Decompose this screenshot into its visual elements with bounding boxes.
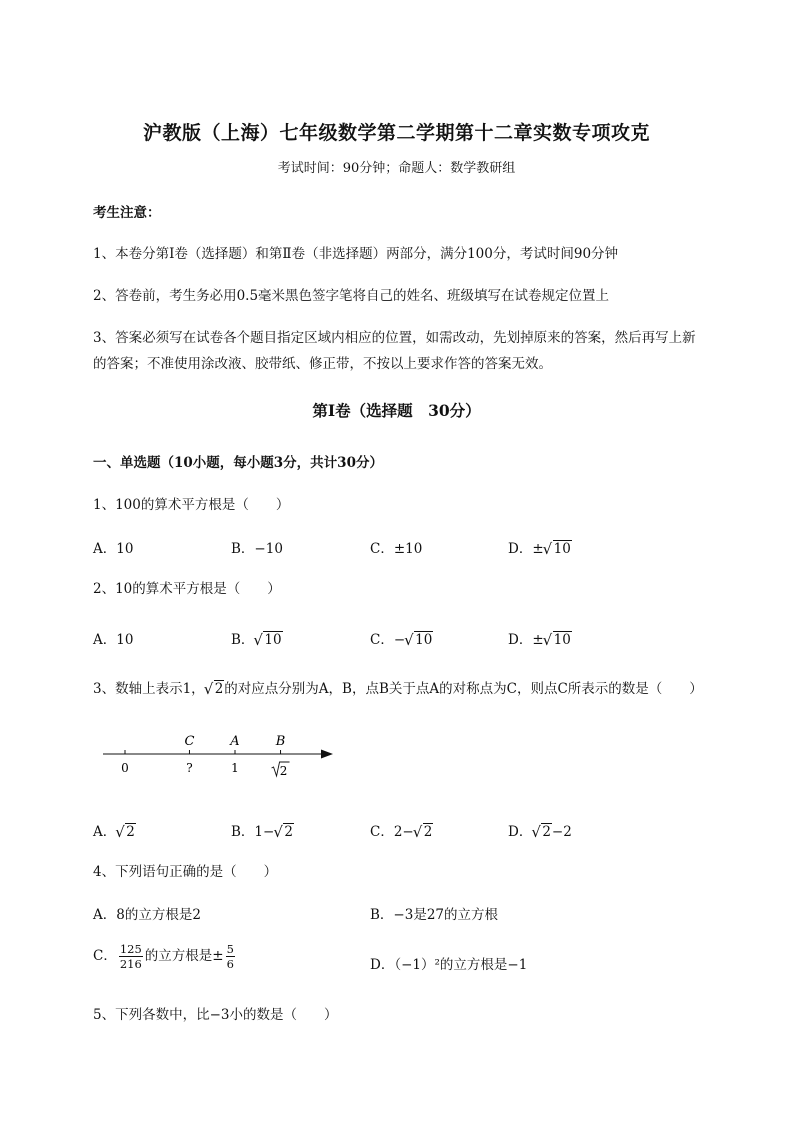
sqrt-symbol — [116, 824, 136, 840]
option-prefix: C．− — [370, 632, 406, 648]
radicand: 2 — [423, 824, 433, 840]
notice-item: 3、答案必须写在试卷各个题目指定区域内相应的位置，如需改动，先划掉原来的答案，然后再写上新 — [93, 330, 696, 346]
option-prefix: D． — [508, 824, 533, 840]
point-letter: C — [184, 734, 195, 749]
number-line — [95, 728, 345, 784]
part-heading: 一、单选题（10小题，每小题3分，共计30分） — [93, 455, 383, 471]
radicand: 10 — [553, 632, 571, 648]
denominator: 216 — [119, 957, 142, 971]
point-label: 1 — [231, 761, 239, 775]
number-line-arrow — [321, 750, 333, 759]
option-a: A．10 — [93, 632, 134, 648]
notice-heading: 考生注意： — [93, 205, 161, 221]
option-prefix: C． — [93, 948, 117, 964]
question-1-stem: 1、100的算术平方根是（ ） — [93, 497, 290, 513]
numerator: 125 — [119, 942, 142, 956]
fraction — [119, 942, 143, 971]
stem-part: 的对应点分别为A，B，点B关于点A的对称点为C，则点C所表示的数是（ ） — [224, 681, 703, 697]
option-prefix: D．± — [508, 632, 544, 648]
option-d: D．（−1）²的立方根是−1 — [370, 957, 528, 973]
point-label: ? — [186, 761, 193, 775]
option-c — [93, 942, 237, 971]
point-letter: A — [230, 734, 240, 749]
option-prefix: B．1− — [231, 824, 275, 840]
option-b — [231, 820, 294, 840]
option-c: C．±10 — [370, 541, 423, 557]
sqrt-symbol — [544, 632, 572, 648]
question-4-stem: 4、下列语句正确的是（ ） — [93, 864, 278, 880]
denominator: 6 — [226, 957, 234, 971]
sqrt-symbol — [254, 632, 282, 648]
point-label: 0 — [121, 761, 129, 775]
sqrt-symbol — [405, 632, 433, 648]
option-b: B．−10 — [231, 541, 283, 557]
option-a: A．10 — [93, 541, 134, 557]
notice-item: 的答案；不准使用涂改液、胶带纸、修正带，不按以上要求作答的答案无效。 — [93, 356, 552, 372]
point-letter: B — [275, 734, 286, 749]
sqrt-symbol — [544, 541, 572, 557]
sqrt-symbol — [205, 681, 225, 697]
radicand: 10 — [553, 541, 571, 557]
radicand: 2 — [284, 824, 293, 840]
option-prefix: B． — [231, 632, 255, 648]
option-b — [231, 628, 283, 648]
option-prefix: D．± — [508, 541, 544, 557]
number-line-marks — [121, 734, 289, 778]
option-prefix: A． — [93, 824, 117, 840]
sqrt-symbol — [532, 824, 552, 840]
radicand: 2 — [542, 824, 551, 840]
radicand: 10 — [264, 632, 282, 648]
option-d — [508, 537, 572, 557]
notice-item: 2、答卷前，考生务必用0.5毫米黑色签字笔将自己的姓名、班级填写在试卷规定位置上 — [93, 288, 610, 304]
question-2-stem: 2、10的算术平方根是（ ） — [93, 581, 281, 597]
option-prefix: C．2− — [370, 824, 414, 840]
option-a: A．8的立方根是2 — [93, 907, 201, 923]
numerator: 5 — [226, 942, 234, 956]
exam-info: 考试时间：90分钟；命题人：数学教研组 — [277, 161, 516, 176]
sqrt-symbol — [274, 824, 294, 840]
option-c — [370, 628, 433, 648]
option-mid: 的立方根是± — [144, 948, 224, 964]
option-c — [370, 820, 433, 840]
question-3-stem — [93, 677, 703, 697]
option-suffix: −2 — [551, 824, 572, 840]
option-a — [93, 820, 136, 840]
option-d — [508, 820, 572, 840]
radicand: 2 — [214, 681, 224, 697]
option-b: B．−3是27的立方根 — [370, 907, 498, 923]
point-label: 2 — [279, 764, 288, 778]
radicand: 10 — [415, 632, 433, 648]
option-d — [508, 628, 572, 648]
section-title: 第I卷（选择题 30分） — [312, 401, 481, 420]
stem-part: 3、数轴上表示1， — [93, 681, 205, 697]
notice-item: 1、本卷分第I卷（选择题）和第Ⅱ卷（非选择题）两部分，满分100分，考试时间90分钟 — [93, 246, 619, 262]
question-5-stem: 5、下列各数中，比−3小的数是（ ） — [93, 1007, 338, 1023]
fraction — [226, 942, 235, 971]
radicand: 2 — [126, 824, 135, 840]
sqrt-symbol — [414, 824, 434, 840]
page-title: 沪教版（上海）七年级数学第二学期第十二章实数专项攻克 — [142, 122, 650, 144]
